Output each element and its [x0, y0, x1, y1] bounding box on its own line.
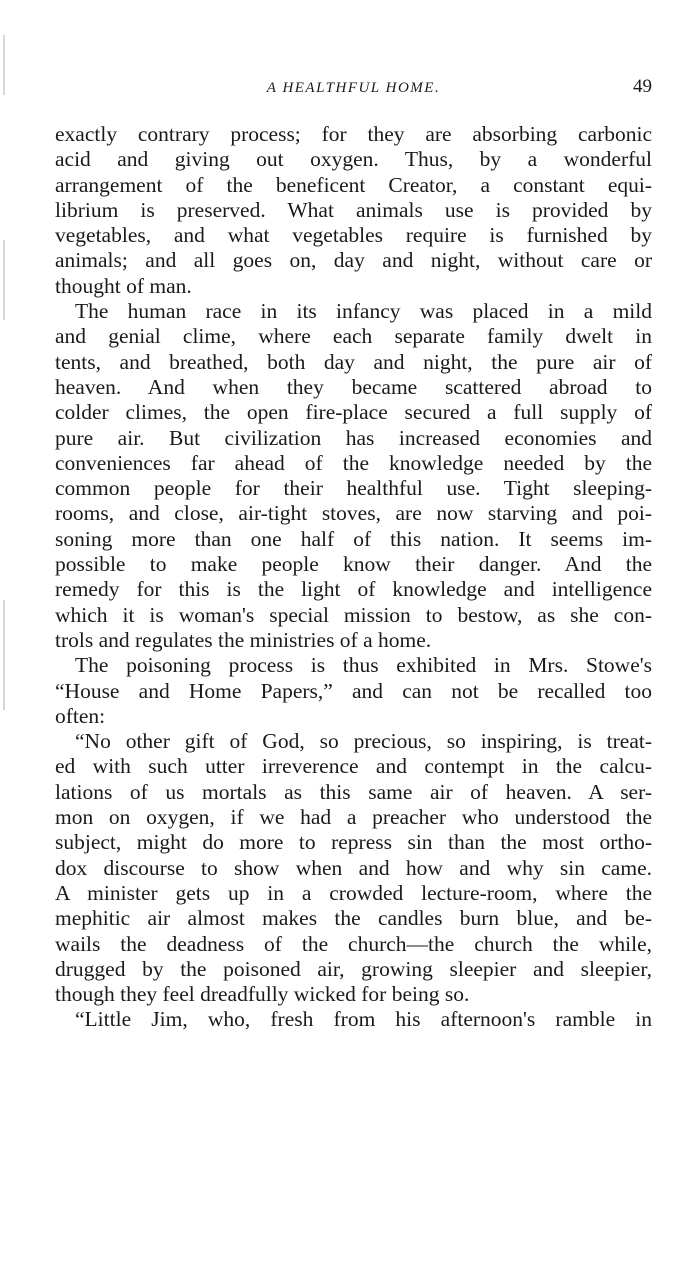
text-line: tents, and breathed, both day and night, the pure air of: [55, 349, 652, 374]
text-line: The human race in its infancy was placed in a mild: [75, 299, 652, 324]
text-line: vegetables, and what vegetables require is furnished by: [55, 223, 652, 248]
paragraph: [55, 299, 652, 653]
page-edge-mark: [3, 240, 5, 320]
text-line: ed with such utter irreverence and contempt in the calcu-: [55, 754, 652, 779]
text-line: remedy for this is the light of knowledge and intelligence: [55, 577, 652, 602]
text-line: acid and giving out oxygen. Thus, by a wonderful: [55, 147, 652, 172]
text-line: soning more than one half of this nation. It seems im-: [55, 526, 652, 551]
running-title: A HEALTHFUL HOME.: [266, 80, 441, 96]
text-line: trols and regulates the ministries of a home.: [55, 627, 432, 652]
text-line: A minister gets up in a crowded lecture-room, where the: [55, 880, 652, 905]
text-line: possible to make people know their danger. And the: [55, 552, 652, 577]
text-line: rooms, and close, air-tight stoves, are now starving and poi-: [55, 501, 652, 526]
text-line: common people for their healthful use. Tight sleeping-: [55, 476, 652, 501]
text-line: conveniences far ahead of the knowledge needed by the: [55, 450, 652, 475]
text-line: exactly contrary process; for they are absorbing carbonic: [55, 122, 652, 146]
text-line: often:: [55, 703, 106, 728]
text-line: mephitic air almost makes the candles burn blue, and be-: [55, 906, 652, 931]
text-line: though they feel dreadfully wicked for being so.: [55, 982, 470, 1007]
page-number: 49: [633, 76, 652, 97]
body-text: [55, 122, 652, 1033]
text-line: lations of us mortals as this same air of heaven. A ser-: [55, 779, 652, 804]
text-line: thought of man.: [55, 273, 192, 298]
text-line: dox discourse to show when and how and why sin came.: [55, 855, 652, 880]
page-edge-mark: [3, 35, 5, 95]
text-line: colder climes, the open fire-place secured a full supply of: [55, 400, 652, 425]
page-edge-mark: [3, 600, 5, 710]
text-line: pure air. But civilization has increased economies and: [55, 425, 652, 450]
text-line: “House and Home Papers,” and can not be recalled too: [55, 678, 652, 703]
paragraph: [55, 1007, 652, 1032]
paragraph: [55, 653, 652, 729]
page-header: [55, 76, 652, 102]
text-line: “No other gift of God, so precious, so inspiring, is treat-: [75, 729, 652, 754]
paragraph: [55, 729, 652, 1007]
text-line: subject, might do more to repress sin than the most ortho-: [55, 830, 652, 855]
text-line: wails the deadness of the church—the church the while,: [55, 931, 652, 956]
text-line: and genial clime, where each separate family dwelt in: [55, 324, 652, 349]
text-line: drugged by the poisoned air, growing sleepier and sleepier,: [55, 956, 652, 981]
text-line: which it is woman's special mission to bestow, as she con-: [55, 602, 652, 627]
text-line: arrangement of the beneficent Creator, a constant equi-: [55, 172, 652, 197]
paragraph: [55, 122, 652, 299]
text-line: mon on oxygen, if we had a preacher who understood the: [55, 805, 652, 830]
text-line: heaven. And when they became scattered abroad to: [55, 374, 652, 399]
text-line: animals; and all goes on, day and night, without care or: [55, 248, 652, 273]
text-line: librium is preserved. What animals use is provided by: [55, 197, 652, 222]
text-line: “Little Jim, who, fresh from his afternoon's ramble in: [75, 1007, 652, 1032]
text-line: The poisoning process is thus exhibited in Mrs. Stowe's: [75, 653, 652, 678]
